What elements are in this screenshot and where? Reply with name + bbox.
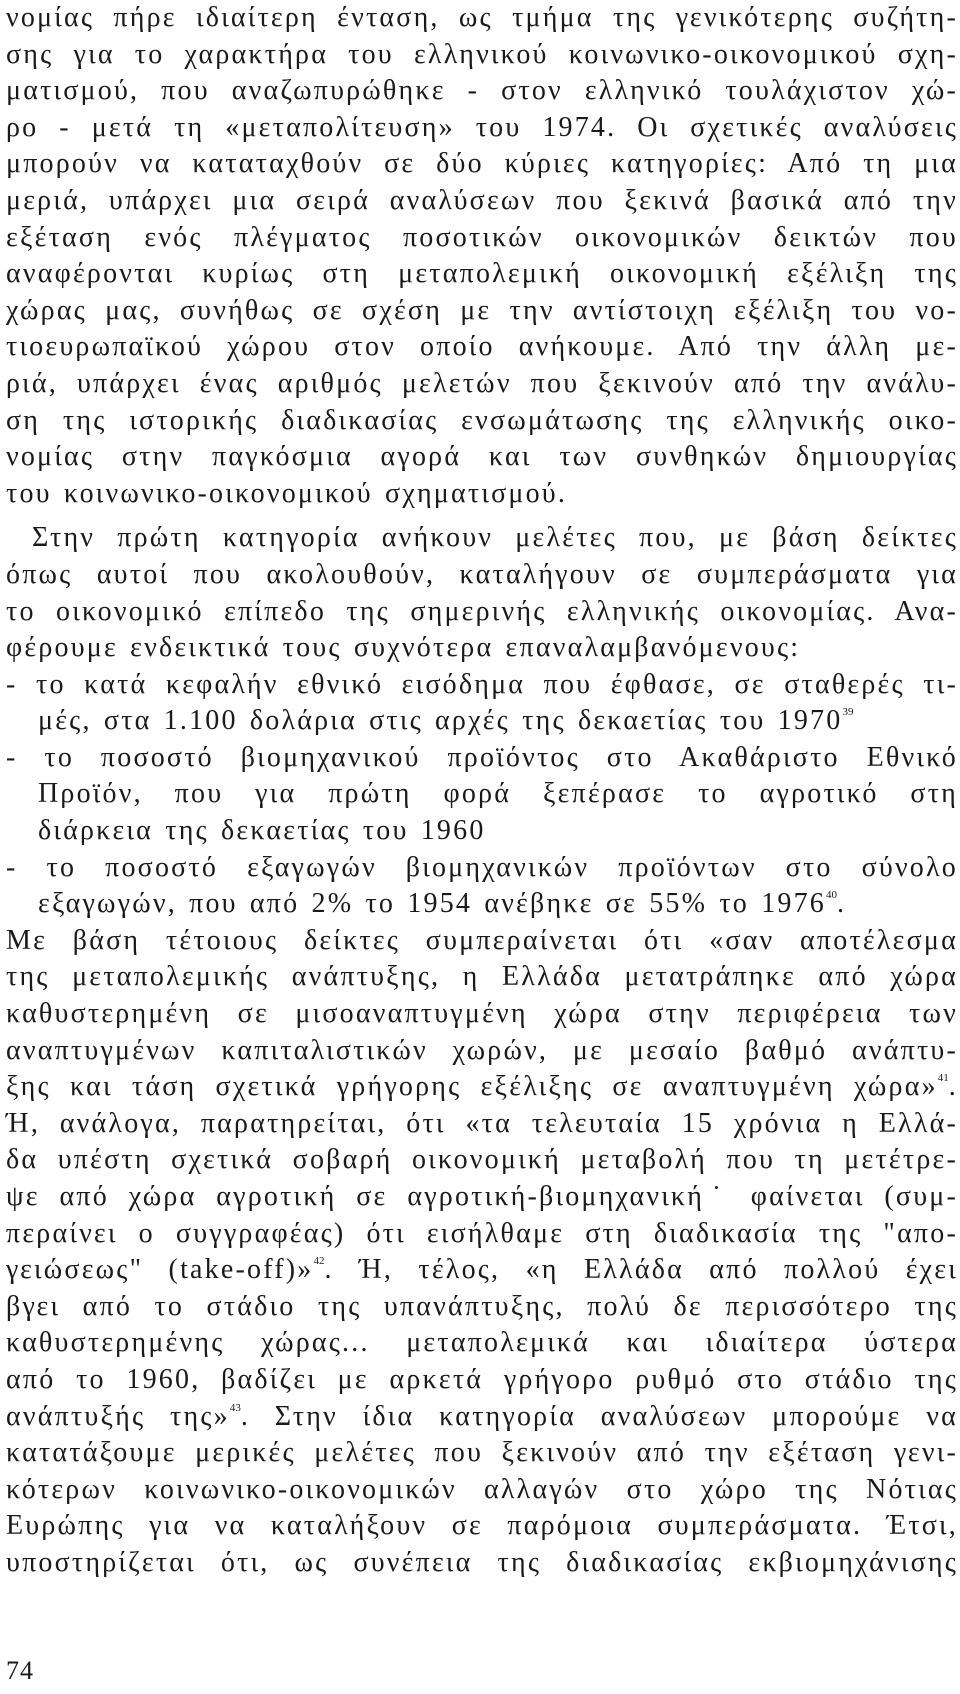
page-number: 74	[6, 1656, 34, 1685]
text-line: όπως αυτοί που ακολουθούν, καταλήγουν σε συμπεράσματα για	[6, 558, 958, 590]
text-line: περαίνει ο συγγραφέας) ότι εισήλθαμε στη διαδικασία της "απο-	[6, 1217, 958, 1249]
footnote-marker: 43	[229, 1401, 241, 1414]
text-line: της μεταπολεμικής ανάπτυξης, η Ελλάδα μετατράπηκε από χώρα	[6, 961, 958, 993]
text-line: αναπτυγμένων καπιταλιστικών χωρών, με μεσαίο βαθμό ανάπτυ-	[6, 1034, 958, 1066]
text-line: φέρουμε ενδεικτικά τους συχνότερα επαναλαμβανόμενους:	[6, 632, 801, 664]
text-line: μπορούν να καταταχθούν σε δύο κύριες κατηγορίες: Από τη μια	[6, 148, 958, 180]
text-line: χώρας μας, συνήθως σε σχέση με την αντίστοιχη εξέλιξη του νο-	[6, 294, 958, 326]
text-line	[6, 1252, 958, 1289]
text-line: σης για το χαρακτήρα του ελληνικού κοινωνικο-οικονομικού σχη-	[6, 38, 958, 70]
text-line: ματισμού, που αναζωπυρώθηκε - στον ελληνικό τουλάχιστον χώ-	[6, 75, 958, 107]
list-item	[6, 667, 958, 740]
text-line	[6, 703, 958, 740]
text-span: ξης και τάση σχετικά γρήγορης εξέλιξης σε αναπτυγμένη χώρα»	[6, 1071, 938, 1103]
text-line	[6, 886, 958, 923]
text-line: ση της ιστορικής διαδικασίας ενσωμάτωσης της ελληνικής οικο-	[6, 404, 958, 436]
text-span: .	[948, 1071, 958, 1103]
text-line: του κοινωνικο-οικονομικού σχηματισμού.	[6, 477, 568, 509]
text-line: ριά, υπάρχει ένας αριθμός μελετών που ξεκινούν από την ανάλυ-	[6, 367, 958, 399]
text-line: Προϊόν, που για πρώτη φορά ξεπέρασε το αγροτικό στη	[38, 778, 958, 810]
text-line: από το 1960, βαδίζει με αρκετά γρήγορο ρυθμό στο στάδιο της	[6, 1363, 958, 1395]
paragraph-1	[6, 0, 958, 512]
text-line: καθυστερημένης χώρας... μεταπολεμικά και ιδιαίτερα ύστερα	[6, 1327, 958, 1359]
list-item	[6, 850, 958, 923]
text-line: κατατάξουμε μερικές μελέτες που ξεκινούν από την εξέταση γενι-	[6, 1437, 958, 1469]
text-line: νομίας πήρε ιδιαίτερη ένταση, ως τμήμα της γενικότερης συζήτη-	[6, 2, 958, 33]
text-line: διάρκεια της δεκαετίας του 1960	[38, 815, 486, 847]
paragraph-2	[6, 520, 958, 666]
text-line: Με βάση τέτοιους δείκτες συμπεραίνεται ότι «σαν αποτέλεσμα	[6, 924, 958, 956]
text-line: το οικονομικό επίπεδο της σημερινής ελληνικής οικονομίας. Ανα-	[6, 595, 958, 627]
text-line: κότερων κοινωνικο-οικονομικών αλλαγών στο χώρο της Νότιας	[6, 1473, 958, 1505]
text-line: βγει από το στάδιο της υπανάπτυξης, πολύ δε περισσότερο της	[6, 1290, 958, 1322]
footnote-marker: 40	[826, 889, 837, 902]
list-item	[6, 740, 958, 850]
text-line: - το ποσοστό εξαγωγών βιομηχανικών προϊόντων στο σύνολο	[6, 851, 958, 883]
text-span: .	[837, 888, 847, 920]
text-line: αναφέρονται κυρίως στη μεταπολεμική οικονομική εξέλιξη της	[6, 258, 958, 290]
paragraph-3	[6, 923, 958, 1582]
text-line	[6, 1069, 958, 1106]
footnote-marker: 41	[937, 1072, 949, 1085]
text-line: ρο - μετά τη «μεταπολίτευση» του 1974. Οι σχετικές αναλύσεις	[6, 111, 958, 143]
text-line: νομίας στην παγκόσμια αγορά και των συνθηκών δημιουργίας	[6, 441, 958, 473]
text-line: καθυστερημένη σε μισοαναπτυγμένη χώρα στην περιφέρεια των	[6, 998, 958, 1030]
text-line: τιοευρωπαϊκού χώρου στον οποίο ανήκουμε. Από την άλλη με-	[6, 331, 958, 363]
text-line: εξέταση ενός πλέγματος ποσοτικών οικονομικών δεικτών που	[6, 221, 958, 253]
text-line: υποστηρίζεται ότι, ως συνέπεια της διαδικασίας εκβιομηχάνισης	[6, 1546, 958, 1578]
text-line: δα υπέστη σχετικά σοβαρή οικονομική μεταβολή που τη μετέτρε-	[6, 1144, 958, 1176]
text-line: Ευρώπης για να καταλήξουν σε παρόμοια συμπεράσματα. Έτσι,	[6, 1510, 958, 1542]
text-line: ψε από χώρα αγροτική σε αγροτική-βιομηχανική˙ φαίνεται (συμ-	[6, 1181, 958, 1212]
footnote-marker: 39	[842, 706, 854, 719]
text-span: γειώσεως" (take-off)»	[6, 1254, 314, 1286]
text-span: εξαγωγών, που από 2% το 1954 ανέβηκε σε 55% το 1976	[38, 888, 826, 920]
footnote-marker: 42	[313, 1255, 325, 1268]
text-span: . Στην ίδια κατηγορία αναλύσεων μπορούμε να	[240, 1400, 958, 1432]
text-line: μεριά, υπάρχει μια σειρά αναλύσεων που ξεκινά βασικά από την	[6, 184, 958, 216]
text-span: ανάπτυξής της»	[6, 1400, 230, 1432]
text-line: Ή, ανάλογα, παρατηρείται, ότι «τα τελευταία 15 χρόνια η Ελλά-	[6, 1107, 958, 1139]
text-span: μές, στα 1.100 δολάρια στις αρχές της δεκαετίας του 1970	[38, 705, 843, 737]
indicator-list	[6, 667, 958, 923]
document-page	[6, 0, 958, 1582]
text-line	[6, 1399, 958, 1436]
text-span: . Ή, τέλος, «η Ελλάδα από πολλού έχει	[324, 1254, 958, 1286]
text-line: - το ποσοστό βιομηχανικού προϊόντος στο Ακαθάριστο Εθνικό	[6, 741, 958, 773]
text-line: Στην πρώτη κατηγορία ανήκουν μελέτες που, με βάση δείκτες	[32, 522, 958, 554]
text-line: - το κατά κεφαλήν εθνικό εισόδημα που έφθασε, σε σταθερές τι-	[6, 668, 958, 700]
